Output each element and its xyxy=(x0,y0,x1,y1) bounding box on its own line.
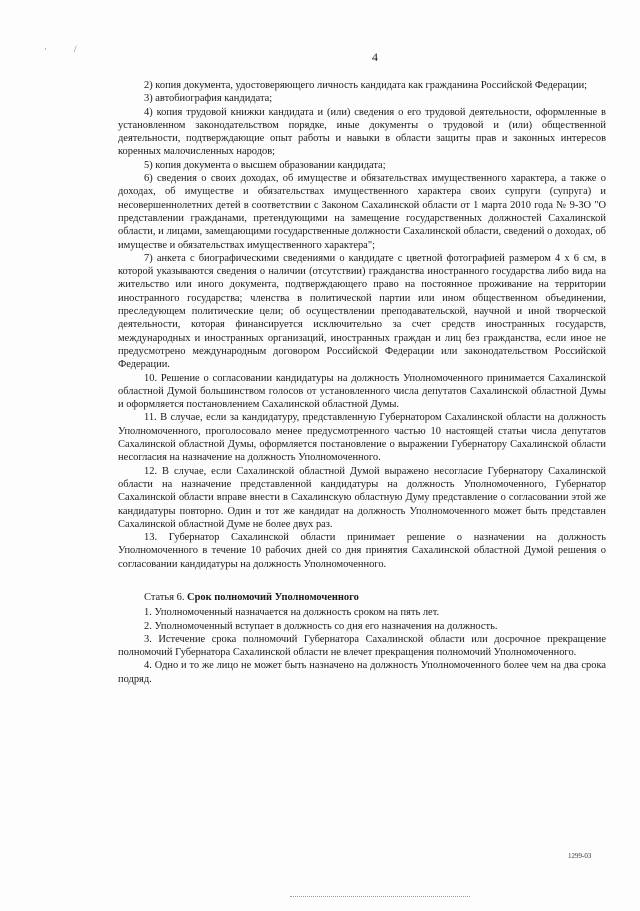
document-code: 1299-03 xyxy=(568,852,592,860)
clause-10: 10. Решение о согласовании кандидатуры на должность Уполномоченного принимается Сахалинской областной Думой большинством голосов от установленного числа депутатов Сахалинской областной Думы и оформляется постановлением Сахалинской областной Думы. xyxy=(118,372,606,411)
list-item-5: 5) копия документа о высшем образовании кандидата; xyxy=(144,159,386,171)
list-item-7: 7) анкета с биографическими сведениями о кандидате с цветной фотографией размером 4 х 6 см, в которой указываются сведения о наличии (отсутствии) гражданства иностранного государства либо вида на жительство или иного документа, подтверждающего право на постоянное проживание на территории иностранного государства; членства в политической партии или ином общественном объединении, преследующем политические цели; об осуществлении преподавательской, научной и иной творческой деятельности, которая финансируется исключительно за счет средств иностранных государств, международных и иностранных организаций, иностранных граждан и лиц без гражданства, если иное не предусмотрено международным договором Российской Федерации или законодательством Российской Федерации. xyxy=(118,252,606,371)
article-label: Статья 6. xyxy=(144,591,185,603)
article-clause-3: 3. Истечение срока полномочий Губернатора Сахалинской области или досрочное прекращение полномочий Губернатора Сахалинской области не влечет прекращения полномочий Уполномоченного. xyxy=(118,633,606,659)
list-item-2: 2) копия документа, удостоверяющего личность кандидата как гражданина Российской Федерации; xyxy=(144,80,588,91)
article-clause-2: 2. Уполномоченный вступает в должность со дня его назначения на должность. xyxy=(144,620,498,632)
article-heading xyxy=(118,591,606,604)
clause-13: 13. Губернатор Сахалинской области принимает решение о назначении на должность Уполномоченного в течение 10 рабочих дней со дня принятия Сахалинской областной Думой решения о согласовании кандидатуры на должность Уполномоченного. xyxy=(118,532,606,570)
clause-12: 12. В случае, если Сахалинской областной Думой выражено несогласие Губернатору Сахалинской области на назначение представленной кандидатуры на должность Уполномоченного, Губернатор Сахалинской области вправе внести в Сахалинскую областную Думу представление о согласовании этой же кандидатуры повторно. Один и тот же кандидат на должность Уполномоченного может быть представлен Сахалинской областной Думе не более двух раз. xyxy=(118,465,606,530)
article-title: Срок полномочий Уполномоченного xyxy=(187,591,359,603)
clause-11: 11. В случае, если за кандидатуру, представленную Губернатором Сахалинской области на должность Уполномоченного, проголосовало менее предусмотренного частью 10 настоящей статьи числа депутатов Сахалинской областной Думы, оформляется постановление о выражении Губернатору Сахалинской области несогласия на назначение на должность Уполномоченного. xyxy=(118,412,606,464)
scan-edge-divider xyxy=(290,896,470,899)
list-item-4: 4) копия трудовой книжки кандидата и (или) сведения о его трудовой деятельности, оформленные в установленном законодательством порядке, иные документы о трудовой и (или) общественной деятельности, подтверждающие опыт работы и навыки в области защиты прав и законных интересов коренных малочисленных народов; xyxy=(118,106,606,158)
list-item-3: 3) автобиография кандидата; xyxy=(144,93,273,105)
article-clause-1: 1. Уполномоченный назначается на должность сроком на пять лет. xyxy=(144,607,440,619)
page-number: 4 xyxy=(372,50,378,64)
list-item-6: 6) сведения о своих доходах, об имуществе и обязательствах имущественного характера, а также о доходах, об имуществе и обязательствах имущественного характера своих супруги (супруга) и несовершеннолетних детей в соответствии с Законом Сахалинской области от 1 марта 2010 года № 9-ЗО "О представлении гражданами, претендующими на замещение государственных должностей Сахалинской области, и лицами, замещающими государственные должности Сахалинской области, сведений о доходах, об имуществе и обязательствах имущественного характера"; xyxy=(118,173,606,251)
scan-speck: · xyxy=(44,44,47,54)
scan-speck: / xyxy=(74,44,77,54)
article-clause-4: 4. Одно и то же лицо не может быть назначено на должность Уполномоченного более чем на два срока подряд. xyxy=(118,660,606,685)
document-body xyxy=(118,79,606,686)
